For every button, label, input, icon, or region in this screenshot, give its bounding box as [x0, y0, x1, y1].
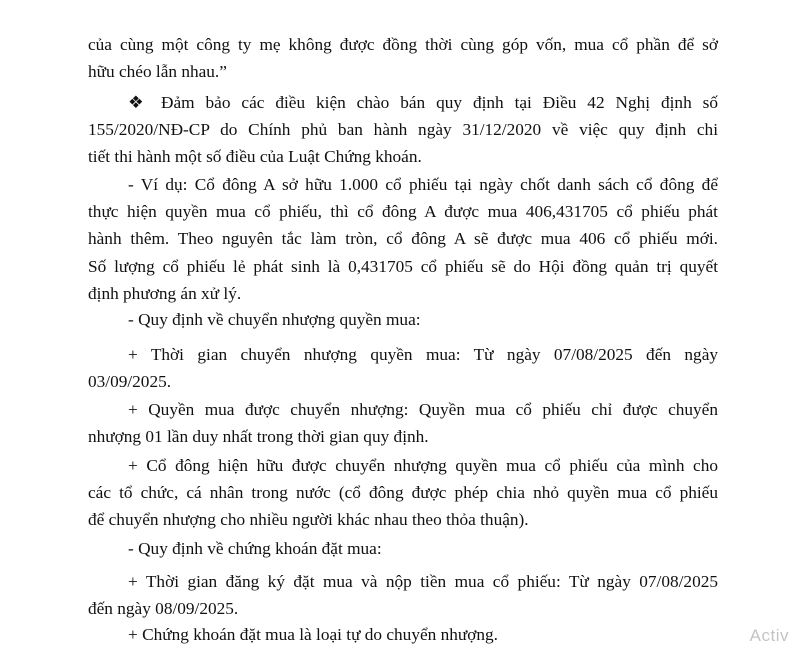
text-line: của cùng một công ty mẹ không được đồng thời cùng góp vốn, mua cổ phần để sở: [88, 35, 718, 54]
text-line: nhượng 01 lần duy nhất trong thời gian quy định.: [88, 427, 429, 447]
text-line: tiết thi hành một số điều của Luật Chứng khoán.: [88, 147, 422, 167]
heading-transfer-rules: [88, 306, 718, 333]
text-line: thực hiện quyền mua cổ phiếu, thì cổ đông A được mua 406,431705 cổ phiếu phát: [88, 202, 718, 222]
activation-watermark: Activ: [749, 626, 789, 645]
text-line: - Quy định về chuyển nhượng quyền mua:: [128, 310, 421, 329]
text-line: + Cổ đông hiện hữu được chuyển nhượng quyền mua cổ phiếu của mình cho: [128, 456, 718, 475]
text-line: định phương án xử lý.: [88, 283, 242, 303]
paragraph-cross-ownership: [88, 31, 718, 85]
text-line: hành thêm. Theo nguyên tắc làm tròn, cổ đông A sẽ được mua 406 cổ phiếu mới.: [88, 229, 718, 249]
text-line: 155/2020/NĐ-CP do Chính phủ ban hành ngày 31/12/2020 về việc quy định chi: [88, 120, 718, 140]
text-line: ❖ Đảm bảo các điều kiện chào bán quy định tại Điều 42 Nghị định số: [128, 93, 718, 112]
paragraph-subscription-period: [88, 568, 718, 622]
text-line: + Thời gian chuyển nhượng quyền mua: Từ ngày 07/08/2025 đến ngày: [128, 345, 718, 364]
text-line: + Thời gian đăng ký đặt mua và nộp tiền mua cổ phiếu: Từ ngày 07/08/2025: [128, 572, 718, 591]
text-line: + Quyền mua được chuyển nhượng: Quyền mua cổ phiếu chỉ được chuyển: [128, 400, 718, 419]
text-line: - Ví dụ: Cổ đông A sở hữu 1.000 cổ phiếu tại ngày chốt danh sách cổ đông để: [128, 175, 718, 194]
text-line: Số lượng cổ phiếu lẻ phát sinh là 0,431705 cổ phiếu sẽ do Hội đồng quản trị quyết: [88, 256, 718, 276]
heading-subscription-rules: [88, 535, 718, 562]
text-line: để chuyển nhượng cho nhiều người khác nhau theo thỏa thuận).: [88, 510, 529, 530]
text-line: các tổ chức, cá nhân trong nước (cổ đông được phép chia nhỏ quyền mua cổ phiếu: [88, 483, 718, 503]
text-line: hữu chéo lẫn nhau.”: [88, 62, 227, 82]
paragraph-transfer-period: [88, 341, 718, 395]
text-line: + Chứng khoán đặt mua là loại tự do chuyển nhượng.: [128, 625, 498, 644]
text-line: đến ngày 08/09/2025.: [88, 599, 239, 619]
paragraph-free-transfer: [88, 621, 718, 648]
paragraph-transferable-rights: [88, 396, 718, 450]
text-line: 03/09/2025.: [88, 372, 172, 392]
text-line: - Quy định về chứng khoán đặt mua:: [128, 539, 382, 558]
paragraph-offering-conditions: [88, 89, 718, 171]
paragraph-example: [88, 171, 718, 307]
paragraph-shareholder-transfer: [88, 452, 718, 534]
